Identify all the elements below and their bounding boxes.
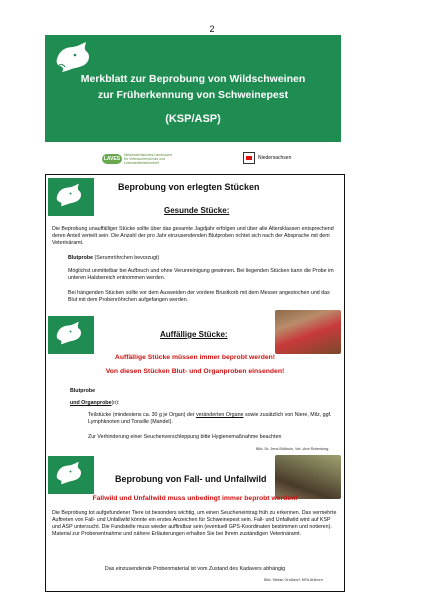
section1-intro: Die Beprobung unauffälliger Stücke sollte über das gesamte Jagdjahr erfolgen und über alle Altersklassen entsprechend deren Anteil verteilt sein. Die Anzahl der pro Jahr einzusendenden Blutproben richtet sich nach der Absprache mit dem Veterinäramt. xyxy=(52,226,334,246)
section1-p1: Möglichst unmittelbar bei Aufbruch und ohne Verunreinigung gewinnen. Bei liegenden Stücken kann die Probe im unteren Halsbereich entnommen werden. xyxy=(68,268,334,281)
section2-organs xyxy=(88,412,340,426)
section2-organs-post: sowie zusätzlich von Niere, Milz, ggf. Lymphknoten und Tonsille (Mandel). xyxy=(88,412,332,425)
section2-red-1: Auffällige Stücke müssen immer beprobt werden! xyxy=(114,354,276,361)
section2-subtitle: Auffällige Stücke: xyxy=(160,330,228,339)
section1-title: Beprobung von erlegten Stücken xyxy=(118,182,260,192)
laves-logo xyxy=(102,150,172,168)
boar-head-icon xyxy=(54,182,84,208)
boar-head-icon xyxy=(54,320,84,346)
laves-logo-mark: LAVES xyxy=(103,155,121,162)
section3-icon-box xyxy=(48,456,94,494)
section2-and-suffix: (n): xyxy=(111,400,120,406)
page-number: 2 xyxy=(209,24,215,34)
section3-body: Die Beprobung tot aufgefundener Tiere ist besonders wichtig, um einen Seucheneintrag früh zu erkennen. Das vermehrte Auftreten von Fall- und Unfallwild könnte ein erstes Anzeichen für Schweinepest sein. Fall- und Unfallwild wird auf KSP und ASP untersucht. Die Fundstelle muss wieder auffindbar sein (eventuell GPS-Koordinaten bestimmen und notieren). Material zur Probenentnahme und nähere Erläuterungen erhalten Sie bei Ihrem zuständigen Veterinäramt. xyxy=(52,510,337,537)
section2-organs-link: veränderten Organe xyxy=(196,412,244,418)
niedersachsen-logo xyxy=(243,152,291,164)
section2-red-2: Von diesen Stücken Blut- und Organproben einsenden! xyxy=(105,368,285,375)
section3-title: Beprobung von Fall- und Unfallwild xyxy=(115,474,267,484)
section3-credit: Bild: Stefan Grußdorf, NFA Ahlhorn xyxy=(264,578,323,582)
fallen-boar-photo xyxy=(275,455,341,499)
boar-head-icon xyxy=(53,41,93,73)
niedersachsen-label: Niedersachsen xyxy=(258,155,292,161)
section1-blood xyxy=(68,255,159,262)
section3-red: Fallwild und Unfallwild muss unbedingt immer beprobt werden! xyxy=(92,495,298,502)
section2-icon-box xyxy=(48,316,94,354)
section1-subtitle: Gesunde Stücke: xyxy=(164,206,230,215)
niedersachsen-horse-icon xyxy=(243,152,255,164)
laves-logo-text: Niedersächsisches Landesamt für Verbraucherschutz und Lebensmittelsicherheit xyxy=(124,152,172,165)
section1-blood-note: (Serumröhrchen bevorzugt) xyxy=(94,255,160,261)
banner-title-line3: (KSP/ASP) xyxy=(165,113,221,125)
section1-icon-box xyxy=(48,178,94,216)
section2-and-organ xyxy=(70,400,119,407)
section2-organs-pre: Teilstücke (mindestens ca. 30 g je Organ) der xyxy=(88,412,197,418)
banner-title-line1: Merkblatt zur Beprobung von Wildschweinen xyxy=(80,73,306,85)
section2-blood-label: Blutprobe xyxy=(70,388,96,394)
section1-blood-label: Blutprobe xyxy=(68,255,94,261)
section1-p2: Bei hängenden Stücken sollte vor dem Ausweiden der vordere Brustkorb mit dem Messer angestochen und das Blut mit dem Probenröhrchen aufgefangen werden. xyxy=(68,290,330,303)
diseased-organ-photo xyxy=(275,310,341,354)
section2-credit: Bild: Dr. Jens Bülthuis, Vet.-Amt Rotenburg xyxy=(256,447,329,451)
banner-title-line2: zur Früherkennung von Schweinepest xyxy=(97,89,289,101)
boar-head-icon xyxy=(54,460,84,486)
section3-closing: Das einzusendende Probenmaterial ist vom Zustand des Kadavers abhängig xyxy=(104,566,286,572)
section2-hygiene: Zur Verhinderung einer Seuchenverschleppung bitte Hygienemaßnahme beachten xyxy=(88,434,282,440)
title-banner xyxy=(45,35,341,142)
section2-and-label: und Organprobe xyxy=(70,400,112,406)
